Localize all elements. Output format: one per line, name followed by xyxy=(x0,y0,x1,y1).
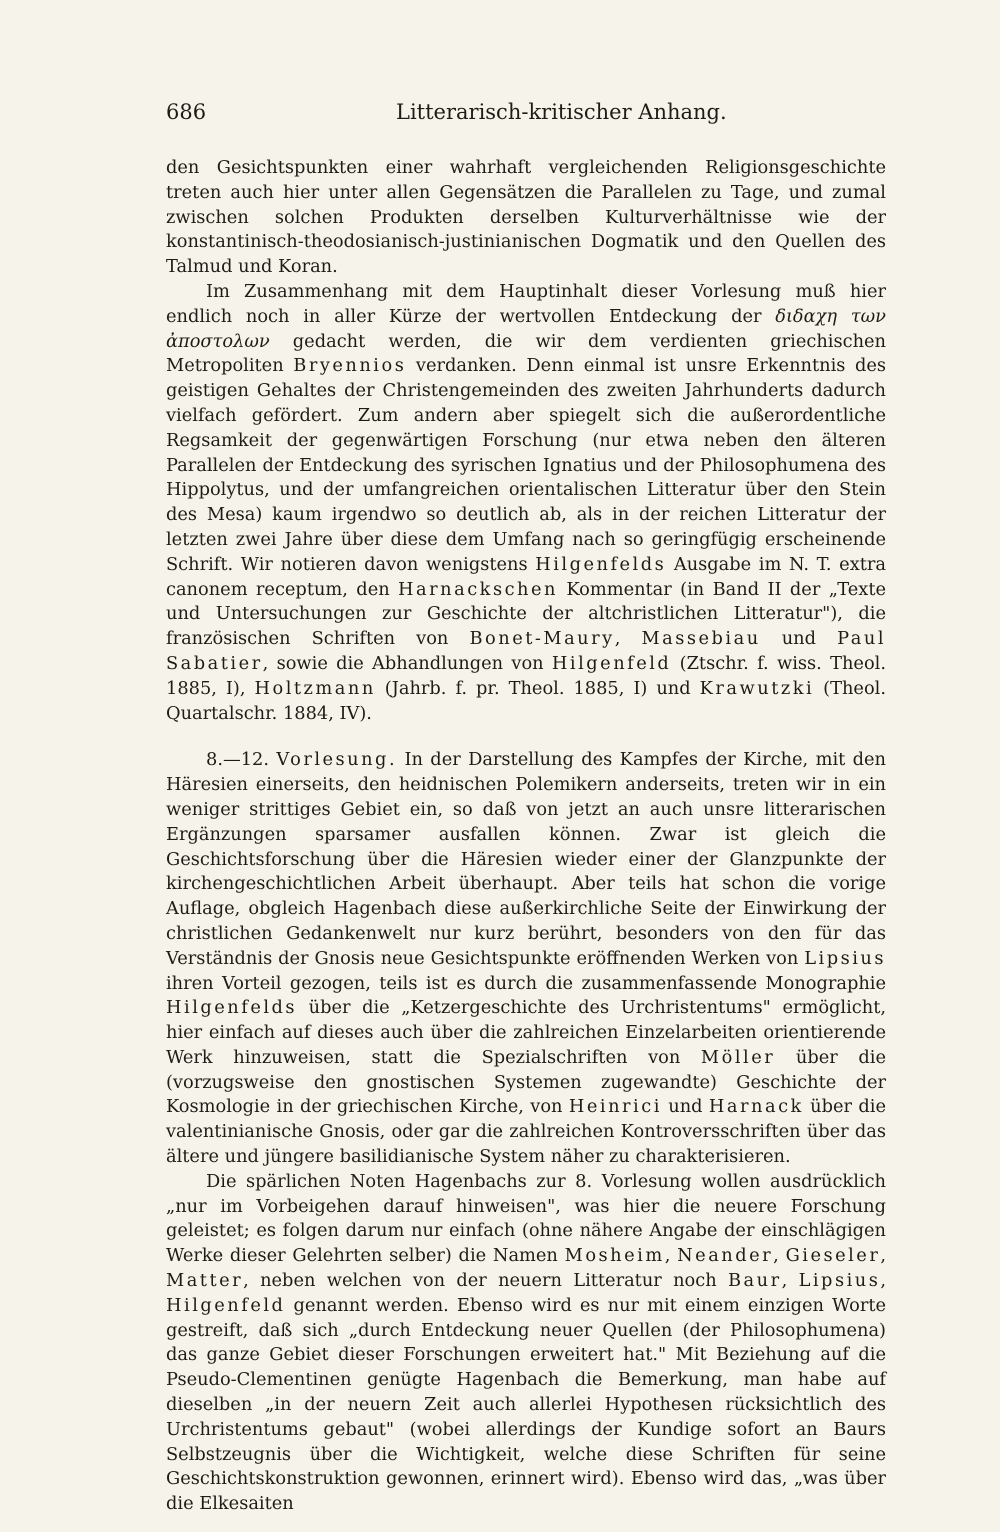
text-run: , xyxy=(773,1245,786,1267)
page-header xyxy=(166,100,886,130)
text-run: genannt werden. Ebenso wird es nur mit einem einzigen Worte gestreift, daß sich „durch Entdeckung neuer Quellen (der Philosophumena) das ganze Gebiet dieser Forschungen erweitert hat." Mit Beziehung auf die Pseudo-Clementinen genügte Hagenbach die Bemerkung, man habe auf dieselben „in der neuern Zeit auch allerlei Hypothesen rücksichtlich des Urchristentums gebaut" (wobei allerdings der Kundige sofort an Baurs Selbstzeugnis über die Wichtigkeit, welche diese Schriften für seine Geschichtskonstruktion gewonnen, erinnert wird). Ebenso wird das, „was über die Elkesaiten xyxy=(166,1294,886,1515)
author-name: Gieseler xyxy=(785,1245,881,1267)
author-name: Bonet-Maury xyxy=(469,628,615,650)
text-run: , xyxy=(880,1245,886,1267)
author-name: Hilgenfeld xyxy=(551,652,672,674)
text-run: über die valentinianische Gnosis, oder gar die zahlreichen Kontroversschriften über das ältere und jüngere basilidianische System näher zu charakterisieren. xyxy=(166,1096,886,1168)
author-name: Krawutzki xyxy=(699,677,815,699)
author-name: Baur xyxy=(727,1270,782,1292)
text-run: und xyxy=(760,628,838,650)
text-run: über die „Ketzergeschichte des Urchristentums" ermöglicht, hier einfach auf dieses auch über die zahlreichen Einzelarbeiten orientierende Werk hinzuweisen, statt die Spezialschriften von xyxy=(166,997,886,1068)
author-name: Mosheim xyxy=(564,1245,665,1267)
author-name: Matter xyxy=(166,1270,244,1292)
text-run: über die (vorzugsweise den gnostischen Systemen zugewandte) Geschichte der Kosmologie in der griechischen Kirche, von xyxy=(166,1046,886,1118)
text-run: (Theol. Quartalschr. 1884, IV). xyxy=(166,677,886,724)
text-run: Ausgabe im N. T. extra canonem receptum, den xyxy=(166,553,886,600)
paragraph-4 xyxy=(166,1170,886,1517)
author-name: Lipsius xyxy=(798,1270,881,1292)
lecture-number: 8.—12. xyxy=(206,749,277,771)
text-run: , xyxy=(664,1245,678,1267)
text-run: Kommentar (in Band II der „Texte und Untersuchungen zur Geschichte der altchristlichen Litteratur"), die französischen Schriften von xyxy=(166,578,886,650)
section-gap xyxy=(166,726,886,748)
text-run: , xyxy=(614,628,642,650)
lecture-heading: Vorlesung. xyxy=(276,749,398,771)
running-title: Litterarisch-kritischer Anhang. xyxy=(396,100,727,124)
author-name: Holtzmann xyxy=(254,677,376,699)
text-run: In der Darstellung des Kampfes der Kirche, mit den Häresien einerseits, den heidnischen Polemikern anderseits, treten wir in ein weniger strittiges Gebiet ein, so daß von jetzt an auch unsre litterarischen Ergänzungen sparsamer ausfallen können. Zwar ist gleich die Geschichtsforschung über die Häresien wieder einer der Glanzpunkte der kirchengeschichtlichen Arbeit überhaupt. Aber teils hat schon die vorige Auflage, obgleich Hagenbach diese außerkirchliche Seite der Einwirkung der christlichen Gedankenwelt nur kurz berührt, besonders von den für das Verständnis der Gnosis neue Gesichtspunkte eröffnenden Werken von xyxy=(166,749,886,969)
text-run: gedacht werden, die wir dem verdienten griechischen Metropoliten xyxy=(166,330,886,377)
text-run: und xyxy=(661,1096,709,1118)
author-name: Massebiau xyxy=(641,628,761,650)
text-run: , sowie die Abhandlungen von xyxy=(262,652,552,674)
text-run: , xyxy=(781,1270,799,1292)
paragraph-2 xyxy=(166,280,886,726)
author-name: Harnack xyxy=(708,1096,804,1118)
author-name: Paul Sabatier xyxy=(166,628,887,674)
text-run: , neben welchen von der neuern Litteratur noch xyxy=(243,1270,728,1292)
greek-title: διδαχη των ἀποστολων xyxy=(166,305,886,352)
main-text xyxy=(166,156,886,1517)
author-name: Bryennios xyxy=(293,355,407,377)
page-number: 686 xyxy=(166,100,207,124)
author-name: Harnackschen xyxy=(398,578,558,600)
author-name: Hilgenfelds xyxy=(166,997,298,1019)
author-name: Möller xyxy=(700,1046,776,1068)
text-run: Die spärlichen Noten Hagenbachs zur 8. Vorlesung wollen ausdrücklich „nur im Vorbeigehen darauf hinweisen", was hier die neuere Forschung geleistet; es folgen darum nur einfach (ohne nähere Angabe der einschlägigen Werke dieser Gelehrten selber) die Namen xyxy=(166,1170,886,1267)
author-name: Hilgenfelds xyxy=(535,553,667,575)
author-name: Lipsius xyxy=(804,947,886,969)
author-name: Hilgenfeld xyxy=(166,1294,286,1316)
author-name: Neander xyxy=(677,1245,774,1267)
text-run: (Jahrb. f. pr. Theol. 1885, I) und xyxy=(375,677,700,699)
text-run: Im Zusammenhang mit dem Hauptinhalt dieser Vorlesung muß hier endlich noch in aller Kürze der wertvollen Entdeckung der xyxy=(166,280,886,327)
text-run: (Ztschr. f. wiss. Theol. 1885, I), xyxy=(166,652,886,699)
paragraph-1: den Gesichtspunkten einer wahrhaft vergleichenden Religionsgeschichte treten auch hier unter allen Gegensätzen die Parallelen zu Tage, und zumal zwischen solchen Produkten derselben Kulturverhältnisse wie der konstantinisch-theodosianisch-justinianischen Dogmatik und den Quellen des Talmud und Koran. xyxy=(166,157,886,278)
text-run: ihren Vorteil gezogen, teils ist es durch die zusammenfassende Monographie xyxy=(166,972,886,994)
text-run: verdanken. Denn einmal ist unsre Erkenntnis des geistigen Gehaltes der Christengemeinden des zweiten Jahrhunderts dadurch vielfach gefördert. Zum andern aber spiegelt sich die außerordentliche Regsamkeit der gegenwärtigen Forschung (nur etwa neben den älteren Parallelen der Entdeckung des syrischen Ignatius und der Philosophumena des Hippolytus, und der umfangreichen orientalischen Litteratur über den Stein des Mesa) kaum irgendwo so deutlich ab, als in der reichen Litteratur der letzten zwei Jahre über diese dem Umfang nach so geringfügig erscheinende Schrift. Wir notieren davon wenigstens xyxy=(166,355,886,575)
paragraph-3 xyxy=(166,748,886,1170)
text-run: , xyxy=(880,1270,886,1292)
author-name: Heinrici xyxy=(568,1096,662,1118)
